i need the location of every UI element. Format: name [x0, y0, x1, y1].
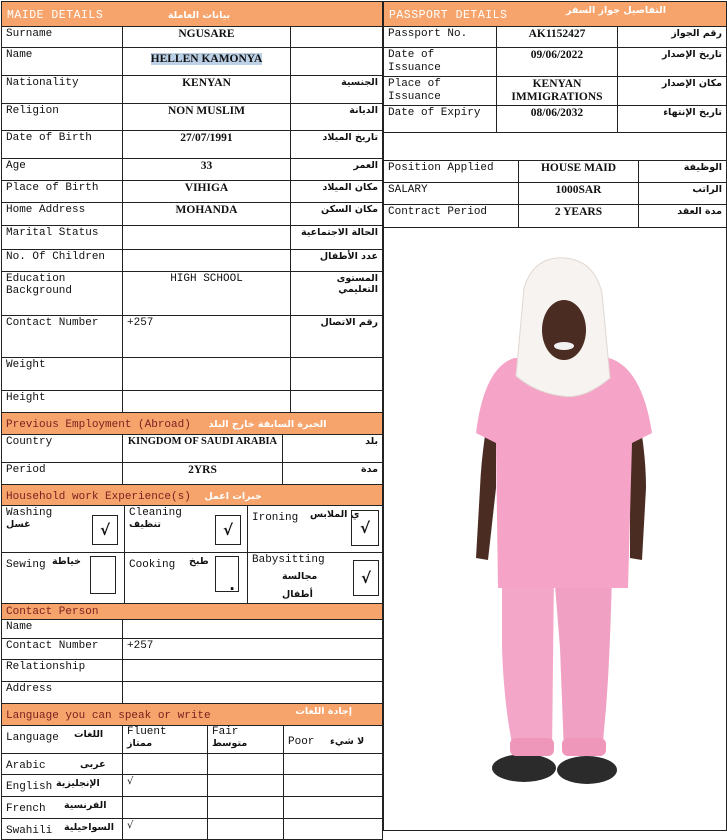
- height-value: [123, 391, 291, 413]
- skill-ironing-check[interactable]: √: [351, 510, 379, 546]
- left-cuff: [510, 738, 554, 756]
- age-value: 33: [123, 159, 291, 181]
- row-cp-contact: [2, 639, 383, 660]
- skill-cooking-label: Cooking: [129, 559, 176, 571]
- row-photo: [384, 228, 727, 831]
- issue-date-label: Date of Issuance: [384, 48, 497, 77]
- skill-ironing: [248, 506, 383, 553]
- passport-title: PASSPORT DETAILS: [389, 9, 508, 22]
- salary-value: 1000SAR: [519, 183, 639, 205]
- previous-employment-title: Previous Employment (Abroad): [6, 419, 191, 431]
- right-cuff: [562, 738, 606, 756]
- lang-col-language-ar: اللغات: [74, 729, 104, 740]
- row-home-address: [2, 203, 383, 226]
- expiry-date-label: Date of Expiry: [384, 106, 497, 133]
- lang-swahili-label: Swahili: [6, 825, 53, 837]
- issue-place-value: KENYAN IMMIGRATIONS: [497, 77, 618, 106]
- skill-babysitting-check[interactable]: √: [353, 560, 379, 596]
- passport-no-label: Passport No.: [384, 27, 497, 48]
- skill-babysitting-ar: مجالسة: [282, 571, 318, 582]
- dob-ar: تاريخ الميلاد: [291, 131, 383, 159]
- prev-country-value: KINGDOM OF SAUDI ARABIA: [123, 435, 283, 463]
- lang-swahili-fair[interactable]: [208, 819, 284, 840]
- nationality-label: Nationality: [2, 76, 123, 104]
- position-table: [383, 160, 727, 831]
- lang-row-french: [2, 797, 383, 819]
- row-weight: [2, 358, 383, 391]
- passport-title-ar: التفاصيل جواز السفر: [565, 5, 666, 16]
- contact-number-ar: رقم الاتصال: [291, 316, 383, 358]
- home-address-label: Home Address: [2, 203, 123, 226]
- skill-cooking-ar: طبخ: [189, 556, 209, 567]
- row-passport-no: [384, 27, 727, 48]
- row-spacer: [384, 133, 727, 161]
- skill-cooking-check[interactable]: .: [215, 556, 239, 592]
- name-ar: [291, 48, 383, 76]
- name-value: HELLEN KAMONYA: [150, 53, 263, 65]
- household-header: [2, 485, 383, 506]
- languages-title-ar: إجادة اللغات: [295, 706, 353, 717]
- skill-cleaning-ar: تنظيف: [129, 519, 161, 530]
- languages-table: [1, 703, 383, 840]
- pob-ar: مكان الميلاد: [291, 181, 383, 203]
- contact-number-label: Contact Number: [2, 316, 123, 358]
- prev-country-label: Country: [2, 435, 123, 463]
- passport-header: [384, 2, 727, 27]
- weight-ar: [291, 358, 383, 391]
- contract-value: 2 YEARS: [519, 205, 639, 228]
- row-surname: [2, 27, 383, 48]
- lang-french-fair[interactable]: [208, 797, 284, 819]
- surname-value: NGUSARE: [123, 27, 291, 48]
- height-label: Height: [2, 391, 123, 413]
- skill-babysitting: [248, 553, 383, 604]
- salary-ar: الراتب: [639, 183, 727, 205]
- row-position: [384, 161, 727, 183]
- row-prev-country: [2, 435, 383, 463]
- nationality-ar: الجنسية: [291, 76, 383, 104]
- lang-english-ar: الإنجليزية: [56, 778, 100, 789]
- smile: [554, 342, 574, 350]
- lang-row-english: [2, 775, 383, 797]
- applicant-photo: [384, 228, 727, 825]
- row-education: [2, 272, 383, 316]
- row-contract: [384, 205, 727, 228]
- previous-employment-table: [1, 412, 383, 485]
- surname-label: Surname: [2, 27, 123, 48]
- row-place-of-birth: [2, 181, 383, 203]
- left-shoe: [492, 754, 556, 782]
- lang-col-poor: Poor: [288, 736, 315, 748]
- maid-details-table: [1, 1, 383, 413]
- home-address-value: MOHANDA: [123, 203, 291, 226]
- name-label: Name: [2, 48, 123, 76]
- passport-no-value: AK1152427: [497, 27, 618, 48]
- lang-english-fair[interactable]: [208, 775, 284, 797]
- cp-contact-value: +257: [123, 639, 383, 660]
- previous-employment-title-ar: الخبرة السابقة خارج البلد: [208, 419, 327, 430]
- lang-arabic-fair[interactable]: [208, 754, 284, 775]
- row-cp-address: [2, 682, 383, 704]
- lang-swahili-ar: السواحيلية: [64, 822, 114, 833]
- lang-english-label: English: [6, 781, 53, 793]
- row-name: [2, 48, 383, 76]
- lang-col-language: Language: [6, 732, 59, 744]
- lang-arabic-ar: عربى: [80, 759, 106, 770]
- lang-arabic-label: Arabic: [6, 760, 46, 772]
- lang-french-label: French: [6, 803, 46, 815]
- dob-value: 27/07/1991: [123, 131, 291, 159]
- expiry-date-value: 08/06/2032: [497, 106, 618, 133]
- maid-details-panel: [1, 1, 382, 840]
- lang-french-poor[interactable]: [284, 797, 383, 819]
- household-title-ar: خبرات اعمل: [204, 491, 262, 502]
- children-ar: عدد الأطفال: [291, 250, 383, 272]
- weight-label: Weight: [2, 358, 123, 391]
- maid-details-title: MAIDE DETAILS: [7, 9, 104, 22]
- passport-no-ar: رقم الجواز: [618, 27, 727, 48]
- issue-date-value: 09/06/2022: [497, 48, 618, 77]
- skill-washing-ar: غسل: [6, 519, 31, 530]
- maid-details-title-ar: بيانات العاملة: [167, 10, 231, 21]
- prev-period-value: 2YRS: [123, 463, 283, 485]
- children-label: No. Of Children: [2, 250, 123, 272]
- skill-babysitting-ar2: أطفال: [282, 589, 313, 600]
- previous-employment-header: [2, 413, 383, 435]
- household-row-1: [2, 506, 383, 553]
- marital-status-ar: الحالة الاجتماعية: [291, 226, 383, 250]
- contact-person-title: Contact Person: [6, 606, 99, 618]
- left-trouser: [502, 573, 554, 753]
- right-trouser: [554, 573, 612, 753]
- cp-address-label: Address: [2, 682, 123, 704]
- surname-ar: [291, 27, 383, 48]
- expiry-date-ar: تاريخ الإنتهاء: [618, 106, 727, 133]
- age-label: Age: [2, 159, 123, 181]
- cp-contact-label: Contact Number: [2, 639, 123, 660]
- skill-cleaning-label: Cleaning: [129, 507, 182, 519]
- household-row-2: [2, 553, 383, 604]
- contract-label: Contract Period: [384, 205, 519, 228]
- row-cp-relationship: [2, 660, 383, 682]
- lang-col-poor-ar: لا شيء: [330, 736, 365, 747]
- skill-sewing-ar: خياطة: [52, 556, 82, 567]
- salary-label: SALARY: [384, 183, 519, 205]
- education-ar: المستوى التعليمي: [291, 272, 383, 316]
- skill-cleaning: [125, 506, 248, 553]
- skill-washing-label: Washing: [6, 507, 53, 519]
- household-table: [1, 484, 383, 604]
- lang-arabic-poor[interactable]: [284, 754, 383, 775]
- pob-label: Place of Birth: [2, 181, 123, 203]
- row-age: [2, 159, 383, 181]
- education-label: Education Background: [2, 272, 123, 316]
- issue-date-ar: تاريخ الإصدار: [618, 48, 727, 77]
- cp-name-label: Name: [2, 620, 123, 639]
- row-nationality: [2, 76, 383, 104]
- lang-col-fair-ar: متوسط: [212, 738, 248, 749]
- row-height: [2, 391, 383, 413]
- dob-label: Date of Birth: [2, 131, 123, 159]
- skill-sewing-label: Sewing: [6, 559, 46, 571]
- religion-ar: الديانة: [291, 104, 383, 131]
- position-label: Position Applied: [384, 161, 519, 183]
- lang-english-fluent[interactable]: √: [123, 775, 208, 797]
- maid-details-header: [2, 2, 383, 27]
- lang-french-ar: الفرنسية: [64, 800, 107, 811]
- lang-row-swahili: [2, 819, 383, 840]
- religion-value: NON MUSLIM: [123, 104, 291, 131]
- household-title: Household work Experience(s): [6, 491, 191, 503]
- lang-swahili-poor[interactable]: [284, 819, 383, 840]
- home-address-ar: مكان السكن: [291, 203, 383, 226]
- row-children: [2, 250, 383, 272]
- row-marital-status: [2, 226, 383, 250]
- right-shoe: [557, 756, 617, 784]
- lang-col-fair: Fair: [212, 726, 239, 738]
- lang-arabic-fluent[interactable]: [123, 754, 208, 775]
- children-value: [123, 250, 291, 272]
- skill-cooking: [125, 553, 248, 604]
- contact-number-value: +257: [123, 316, 291, 358]
- row-dob: [2, 131, 383, 159]
- lang-swahili-fluent[interactable]: √: [123, 819, 208, 840]
- issue-place-label: Place of Issuance: [384, 77, 497, 106]
- contact-person-header: [2, 604, 383, 620]
- row-salary: [384, 183, 727, 205]
- skill-washing-check[interactable]: √: [92, 515, 118, 545]
- skill-cleaning-check[interactable]: √: [215, 515, 241, 545]
- prev-period-label: Period: [2, 463, 123, 485]
- lang-row-arabic: [2, 754, 383, 775]
- contact-person-table: [1, 603, 383, 704]
- skill-ironing-ar: ي الملابس: [310, 509, 360, 520]
- skill-sewing: [2, 553, 125, 604]
- cp-relationship-label: Relationship: [2, 660, 123, 682]
- row-cp-name: [2, 620, 383, 639]
- position-value: HOUSE MAID: [519, 161, 639, 183]
- lang-col-fluent-ar: ممتاز: [127, 738, 153, 749]
- marital-status-value: [123, 226, 291, 250]
- education-value: HIGH SCHOOL: [123, 272, 291, 316]
- row-prev-period: [2, 463, 383, 485]
- cp-name-value: [123, 620, 383, 639]
- nationality-value: KENYAN: [123, 76, 291, 104]
- skill-babysitting-label: Babysitting: [252, 554, 325, 566]
- row-religion: [2, 104, 383, 131]
- row-contact-number: [2, 316, 383, 358]
- languages-title: Language you can speak or write: [6, 710, 211, 722]
- height-ar: [291, 391, 383, 413]
- passport-table: [383, 1, 727, 161]
- pob-value: VIHIGA: [123, 181, 291, 203]
- issue-place-ar: مكان الإصدار: [618, 77, 727, 106]
- row-issue-date: [384, 48, 727, 77]
- prev-country-ar: بلد: [283, 435, 383, 463]
- row-issue-place: [384, 77, 727, 106]
- age-ar: العمر: [291, 159, 383, 181]
- cp-address-value: [123, 682, 383, 704]
- lang-french-fluent[interactable]: [123, 797, 208, 819]
- photo-cell: [384, 228, 727, 831]
- skill-sewing-check[interactable]: [90, 556, 116, 594]
- row-expiry-date: [384, 106, 727, 133]
- weight-value: [123, 358, 291, 391]
- passport-panel: [383, 1, 726, 831]
- position-ar: الوظيفة: [639, 161, 727, 183]
- marital-status-label: Marital Status: [2, 226, 123, 250]
- cp-relationship-value: [123, 660, 383, 682]
- skill-washing: [2, 506, 125, 553]
- languages-col-headers: [2, 726, 383, 754]
- face: [542, 300, 586, 360]
- lang-col-fluent: Fluent: [127, 726, 167, 738]
- religion-label: Religion: [2, 104, 123, 131]
- languages-header: [2, 704, 383, 726]
- skill-ironing-label: Ironing: [252, 512, 299, 524]
- lang-english-poor[interactable]: [284, 775, 383, 797]
- prev-period-ar: مدة: [283, 463, 383, 485]
- contract-ar: مدة العقد: [639, 205, 727, 228]
